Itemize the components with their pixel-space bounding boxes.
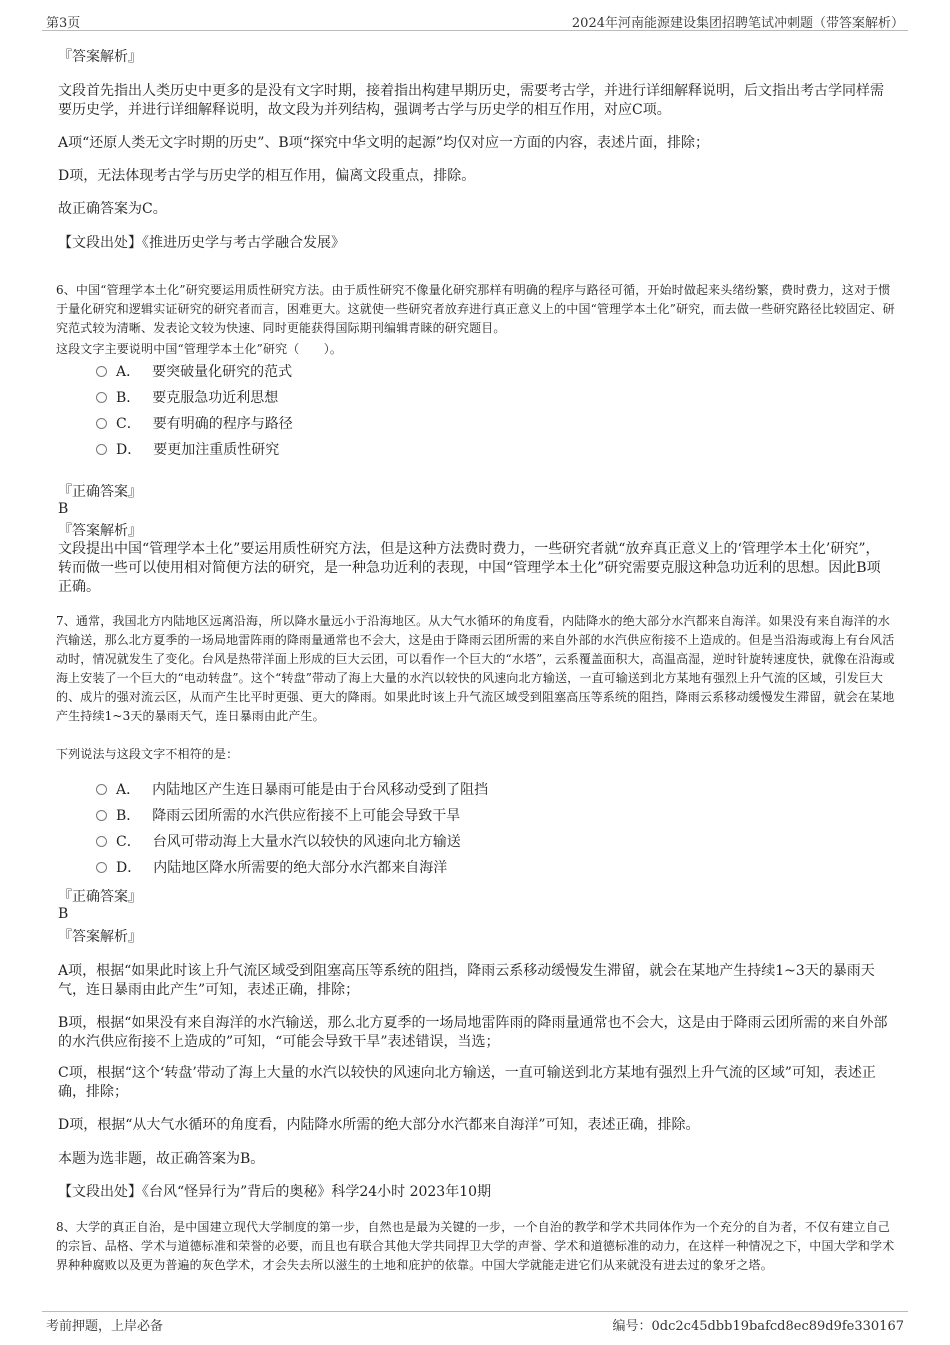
document-title: 2024年河南能源建设集团招聘笔试冲刺题（带答案解析） — [571, 16, 904, 31]
q7-option-b[interactable]: B． 降雨云团所需的水汽供应衔接不上可能会导致干旱 — [96, 806, 460, 826]
footer-slogan: 考前押题，上岸必备 — [46, 1319, 164, 1334]
q8-stem: 8、大学的真正自治，是中国建立现代大学制度的第一步，自然也是最为关键的一步，一个自治的教学和学术共同体作为一个充分的自为者，不仅有建立自己的宗旨、品格、学术与道德标准和荣誉的必要，而且也有联合其他大学共同捍卫大学的声誉、学术和道德标准的动力，在这样一种情况之下，中国大学和学术界种种腐败以及更为普遍的灰色学术，才会失去所以滋生的土地和庇护的依靠。中国大学就能走进它们从来就没有进去过的象牙之塔。 — [56, 1220, 895, 1272]
q7-analysis-d: D项，根据“从大气水循环的角度看，内陆降水所需的绝大部分水汽都来自海洋”可知，表述正确，排除。 — [58, 1117, 700, 1133]
q7-option-d[interactable]: D． 内陆地区降水所需要的绝大部分水汽都来自海洋 — [96, 858, 447, 878]
page-number: 第3页 — [46, 16, 81, 31]
radio-icon[interactable] — [96, 784, 107, 795]
q6-option-b[interactable]: B． 要克服急功近利思想 — [96, 388, 278, 408]
q7-conclusion: 本题为选非题，故正确答案为B。 — [58, 1151, 265, 1167]
q5-answer-conclusion: 故正确答案为C。 — [58, 201, 167, 217]
radio-icon[interactable] — [96, 392, 107, 403]
q7-analysis-label: 『答案解析』 — [58, 929, 142, 945]
q5-analysis-para3: D项，无法体现考古学与历史学的相互作用，偏离文段重点，排除。 — [58, 168, 476, 184]
radio-icon[interactable] — [96, 366, 107, 377]
q5-source: 【文段出处】《推进历史学与考古学融合发展》 — [58, 235, 345, 251]
radio-icon[interactable] — [96, 836, 107, 847]
radio-icon[interactable] — [96, 862, 107, 873]
q5-analysis-para2: A项“还原人类无文字时期的历史”、B项“探究中华文明的起源”均仅对应一方面的内容，表述片面，排除； — [58, 135, 710, 151]
q7-option-a[interactable]: A． 内陆地区产生连日暴雨可能是由于台风移动受到了阻挡 — [96, 780, 488, 800]
q6-option-d[interactable]: D． 要更加注重质性研究 — [96, 440, 279, 460]
q5-analysis-label: 『答案解析』 — [58, 49, 142, 65]
q7-source: 【文段出处】《台风“怪异行为”背后的奥秘》科学24小时 2023年10期 — [58, 1184, 492, 1200]
q6-question: 这段文字主要说明中国“管理学本土化”研究（ ）。 — [56, 342, 343, 356]
radio-icon[interactable] — [96, 444, 107, 455]
q6-answer-label: 『正确答案』 — [58, 484, 142, 500]
document-id: 编号：0dc2c45dbb19bafcd8ec89d9fe330167 — [612, 1319, 904, 1334]
page-footer — [42, 1311, 908, 1334]
radio-icon[interactable] — [96, 418, 107, 429]
q7-option-c[interactable]: C． 台风可带动海上大量水汽以较快的风速向北方输送 — [96, 832, 461, 852]
q7-question: 下列说法与这段文字不相符的是： — [56, 747, 239, 761]
q5-analysis-para1: 文段首先指出人类历史中更多的是没有文字时期，接着指出构建早期历史，需要考古学，并进行详细解释说明，后文指出考古学同样需要历史学，并进行详细解释说明，故文段为并列结构，强调考古学与历史学的相互作用，对应C项。 — [58, 83, 884, 118]
q6-analysis: 文段提出中国“管理学本土化”要运用质性研究方法，但是这种方法费时费力，一些研究者就“放弃真正意义上的‘管理学本土化’研究”，转而做一些可以使用相对简便方法的研究，是一种急功近利的表现，中国“管理学本土化”研究需要克服这种急功近利的思想。因此B项正确。 — [58, 541, 881, 595]
q6-option-c[interactable]: C． 要有明确的程序与路径 — [96, 414, 293, 434]
radio-icon[interactable] — [96, 810, 107, 821]
q7-answer: B — [58, 906, 69, 922]
q6-analysis-label: 『答案解析』 — [58, 523, 142, 539]
q7-stem: 7、通常，我国北方内陆地区远离沿海，所以降水量远小于沿海地区。从大气水循环的角度看，内陆降水的绝大部分水汽都来自海洋。如果没有来自海洋的水汽输送，那么北方夏季的一场局地雷阵雨的降雨量通常也不会大，这是由于降雨云团所需的来自外部的水汽供应衔接不上造成的。但是当沿海或海上有台风活动时，情况就发生了变化。台风是热带洋面上形成的巨大云团，可以看作一个巨大的“水塔”，云系覆盖面积大，高温高湿，逆时针旋转速度快，就像在沿海或海上安装了一个巨大的“电动转盘”。这个“转盘”带动了海上大量的水汽以较快的风速向北方输送，一直可输送到北方某地有强烈上升气流的区域，引发巨大的、成片的强对流云区，从而产生比平时更强、更大的降雨。如果此时该上升气流区域受到阻塞高压等系统的阻挡，降雨云系移动缓慢发生滞留，就会在某地产生持续1~3天的暴雨天气，连日暴雨由此产生。 — [56, 614, 895, 723]
page-header — [42, 10, 908, 31]
q6-stem: 6、中国“管理学本土化”研究要运用质性研究方法。由于质性研究不像量化研究那样有明确的程序与路径可循，开始时做起来头绪纷繁，费时费力，这对于惯于量化研究和逻辑实证研究的研究者而言，困难更大。这就使一些研究者放弃进行真正意义上的中国“管理学本土化”研究，而去做一些研究路径比较固定、研究范式较为清晰、发表论文较为快速、同时更能获得国际期刊编辑青睐的研究题目。 — [56, 283, 895, 335]
q6-option-a[interactable]: A． 要突破量化研究的范式 — [96, 362, 292, 382]
q7-analysis-a: A项，根据“如果此时该上升气流区域受到阻塞高压等系统的阻挡，降雨云系移动缓慢发生滞留，就会在某地产生持续1~3天的暴雨天气，连日暴雨由此产生”可知，表述正确，排除； — [58, 963, 875, 998]
q7-answer-label: 『正确答案』 — [58, 889, 142, 905]
q7-analysis-c: C项，根据“这个‘转盘’带动了海上大量的水汽以较快的风速向北方输送，一直可输送到北方某地有强烈上升气流的区域”可知，表述正确，排除； — [58, 1065, 876, 1100]
q6-answer: B — [58, 501, 69, 517]
q7-analysis-b: B项，根据“如果没有来自海洋的水汽输送，那么北方夏季的一场局地雷阵雨的降雨量通常也不会大，这是由于降雨云团所需的来自外部的水汽供应衔接不上造成的”可知，“可能会导致干旱”表述错误，当选； — [58, 1015, 888, 1050]
